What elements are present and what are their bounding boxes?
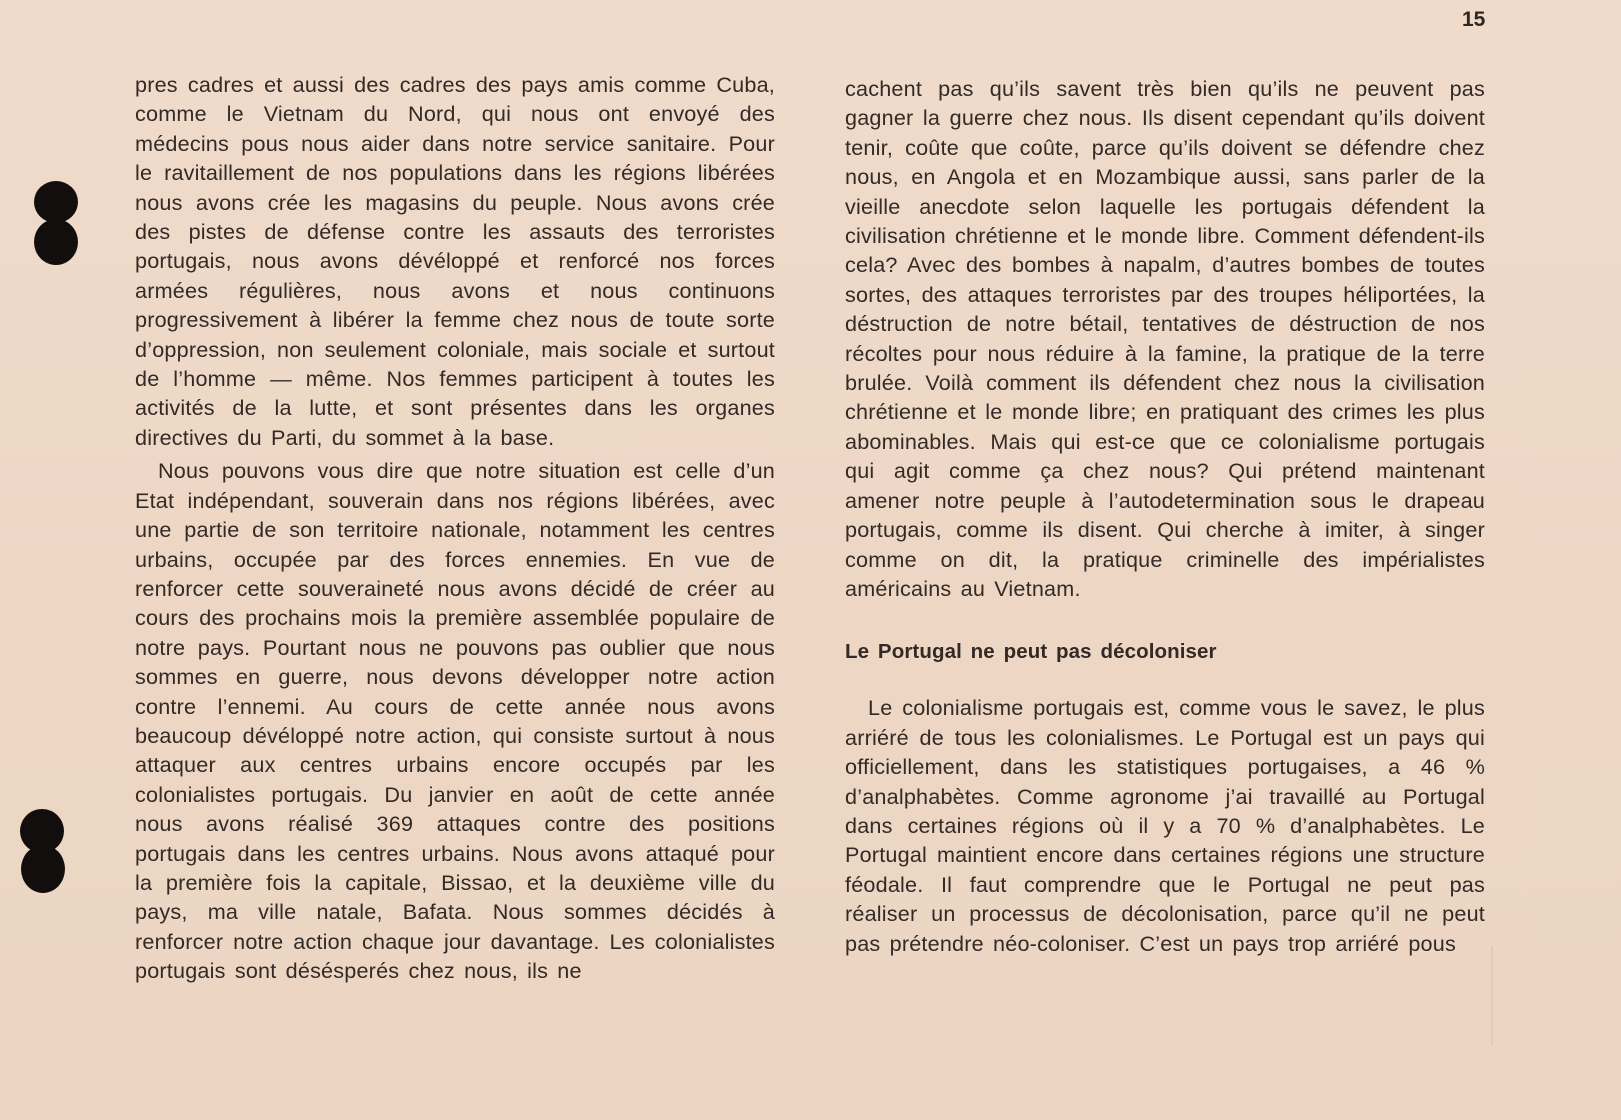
paragraph: cachent pas qu’ils savent très bien qu’ils ne peuvent pas gagner la guerre chez nous. Ils disent cependant qu’ils doivent tenir, coûte que coûte, parce qu’ils doivent se défendre chez nous, en Angola et en Mozambique aussi, sans parler de la vieille anecdote selon laquelle les portugais défendent la civilisation chrétienne et le monde libre. Comment défendent-ils cela? Avec des bombes à napalm, d’autres bombes de toutes sortes, des attaques terroristes par des troupes héliportées, la déstruction de notre bétail, tentatives de déstruction de nos récoltes pour nous réduire à la famine, la pratique de la terre brulée. Voilà comment ils défendent chez nous la civilisation chrétienne et le monde libre; en pratiquant des crimes les plus abominables. Mais qui est-ce que ce colonialisme portugais qui agit comme ça chez nous? Qui prétend maintenant amener notre peuple à l’autodetermination sous le drapeau portugais, comme ils disent. Qui cherche à imiter, à singer comme on dit, la pratique criminelle des impérialistes américains au Vietnam.	[845, 76, 1485, 601]
page-edge-mark	[1491, 946, 1497, 1046]
punch-hole	[34, 181, 78, 223]
right-column	[845, 74, 1485, 958]
paragraph: Nous pouvons vous dire que notre situation est celle d’un Etat indépendant, souverain dans nos régions libérées, avec une partie de son territoire nationale, notamment les centres urbains, occupée par des forces ennemies. En vue de renforcer cette souveraineté nous avons décidé de créer au cours des prochains mois la première assemblée populaire de notre pays. Pourtant nous ne pouvons pas oublier que nous sommes en guerre, nous devons développer notre action contre l’ennemi. Au cours de cette année nous avons beaucoup dévéloppé notre action, qui consiste surtout à nous attaquer aux centres urbains encore occupés par les colonialistes portugais. Du janvier en août de cette année nous avons réalisé 369 attaques contre des positions portugais dans les centres urbains. Nous avons attaqué pour la première fois la capitale, Bissao, et la deuxième ville du pays, ma ville natale, Bafata. Nous sommes décidés à renforcer notre action chaque jour davantage. Les colonialistes portugais sont désésperés chez nous, ils ne	[135, 458, 775, 984]
punch-hole	[34, 219, 78, 265]
section-heading: Le Portugal ne peut pas décoloniser	[845, 640, 1217, 664]
punch-hole	[21, 845, 65, 893]
page-number: 15	[1462, 8, 1486, 31]
paragraph: pres cadres et aussi des cadres des pays amis comme Cuba, comme le Vietnam du Nord, qui nous ont envoyé des médecins pous nous aider dans notre service sanitaire. Pour le ravitaillement de nos populations dans les régions libérées nous avons crée les magasins du peuple. Nous avons crée des pistes de défense contre les assauts des terroristes portugais, nous avons dévéloppé et renforcé nos forces armées régulières, nous avons et nous continuons progressivement à libérer la femme chez nous de toute sorte d’oppression, non seulement coloniale, mais sociale et surtout de l’homme — même. Nos femmes participent à toutes les activités de la lutte, et sont présentes dans les organes directives du Parti, du sommet à la base.	[135, 72, 775, 450]
left-column	[135, 70, 775, 986]
paragraph: Le colonialisme portugais est, comme vous le savez, le plus arriéré de tous les colonialismes. Le Portugal est un pays qui officiellement, dans les statistiques portugaises, a 46 % d’analphabètes. Comme agronome j’ai travaillé au Portugal dans certaines régions où il y a 70 % d’analphabètes. Le Portugal maintient encore dans certaines régions une structure féodale. Il faut comprendre que le Portugal ne peut pas réaliser un processus de décolonisation, parce qu’il ne peut pas prétendre néo-coloniser. C’est un pays trop arriéré pous	[845, 695, 1485, 956]
